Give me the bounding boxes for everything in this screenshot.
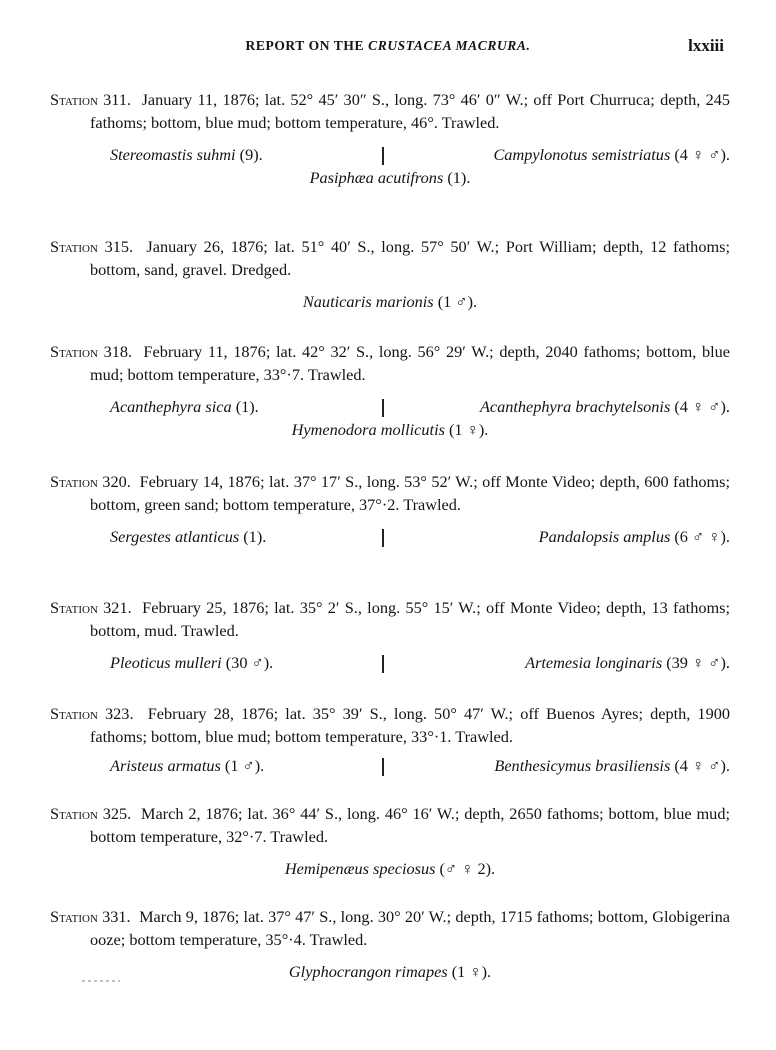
species-count: (♂ ♀ 2). <box>439 859 496 878</box>
column-separator <box>382 529 384 547</box>
species-name: Aristeus armatus <box>110 756 221 775</box>
species-row <box>50 420 730 443</box>
species-entry <box>50 420 730 440</box>
station-entry-315 <box>50 235 730 315</box>
station-entry-325 <box>50 802 730 882</box>
species-entry <box>50 168 730 188</box>
station-entry-318 <box>50 340 730 443</box>
station-paragraph <box>50 905 730 951</box>
species-name: Glyphocrangon rimapes <box>288 962 448 981</box>
species-row <box>50 145 730 168</box>
station-details: February 28, 1876; lat. 35° 39′ S., long. 50° 47′ W.; off Buenos Ayres; depth, 1900 fathoms; bottom, blue mud; bottom temperature, 33°·1. Trawled. <box>90 704 730 746</box>
species-entry <box>110 653 273 673</box>
species-row <box>50 397 730 420</box>
species-name: Acanthephyra sica <box>110 397 232 416</box>
species-entry <box>110 397 259 417</box>
running-title <box>0 38 776 54</box>
station-paragraph <box>50 702 730 748</box>
species-entry <box>110 145 263 165</box>
species-name: Artemesia longinaris <box>525 653 663 672</box>
running-title-prefix: REPORT ON THE <box>245 38 365 53</box>
station-paragraph <box>50 235 730 281</box>
station-paragraph <box>50 470 730 516</box>
column-separator <box>382 758 384 776</box>
station-label: Station <box>50 237 98 256</box>
species-count: (4 ♀ ♂). <box>674 756 730 775</box>
station-entry-331 <box>50 905 730 985</box>
station-details: February 25, 1876; lat. 35° 2′ S., long. 55° 15′ W.; off Monte Video; depth, 13 fathoms; bottom, mud. Trawled. <box>90 598 731 640</box>
station-number: 320. <box>102 472 131 491</box>
station-entry-311 <box>50 88 730 191</box>
station-paragraph <box>50 340 730 386</box>
species-count: (1 ♀). <box>451 962 492 981</box>
species-entry <box>110 527 266 547</box>
species-entry <box>50 962 730 982</box>
species-row <box>50 168 730 191</box>
station-paragraph <box>50 88 730 134</box>
species-count: (9). <box>239 145 263 164</box>
species-count: (30 ♂). <box>225 653 274 672</box>
station-details: March 9, 1876; lat. 37° 47′ S., long. 30° 20′ W.; depth, 1715 fathoms; bottom, Globigerina ooze; bottom temperature, 35°·4. Trawled. <box>90 907 730 949</box>
species-count: (1). <box>243 527 267 546</box>
species-entry <box>493 145 730 165</box>
station-number: 323. <box>105 704 134 723</box>
species-count: (1 ♂). <box>437 292 478 311</box>
print-smudge <box>82 978 122 984</box>
station-entry-321 <box>50 596 730 676</box>
species-count: (39 ♀ ♂). <box>666 653 730 672</box>
station-label: Station <box>50 90 98 109</box>
species-entry <box>494 756 730 776</box>
species-row <box>50 859 730 882</box>
species-count: (4 ♀ ♂). <box>674 397 730 416</box>
species-name: Pleoticus mulleri <box>110 653 222 672</box>
page-number: lxxiii <box>688 36 724 55</box>
station-entry-320 <box>50 470 730 550</box>
station-paragraph <box>50 802 730 848</box>
species-name: Sergestes atlanticus <box>110 527 240 546</box>
species-row <box>50 292 730 315</box>
running-title-italic: CRUSTACEA MACRURA. <box>368 38 531 53</box>
station-number: 311. <box>103 90 132 109</box>
station-label: Station <box>50 342 98 361</box>
station-number: 325. <box>102 804 132 823</box>
station-paragraph <box>50 596 730 642</box>
station-label: Station <box>50 472 98 491</box>
species-name: Hymenodora mollicutis <box>291 420 445 439</box>
species-count: (1). <box>235 397 259 416</box>
column-separator <box>382 147 384 165</box>
species-row <box>50 653 730 676</box>
species-entry <box>539 527 730 547</box>
species-name: Pandalopsis amplus <box>538 527 671 546</box>
species-entry <box>525 653 730 673</box>
station-number: 321. <box>103 598 132 617</box>
station-label: Station <box>50 804 98 823</box>
species-entry <box>110 756 264 776</box>
station-label: Station <box>50 907 98 926</box>
station-entry-323 <box>50 702 730 779</box>
station-details: March 2, 1876; lat. 36° 44′ S., long. 46° 16′ W.; depth, 2650 fathoms; bottom, blue mud; bottom temperature, 32°·7. Trawled. <box>90 804 730 846</box>
station-number: 331. <box>102 907 131 926</box>
station-details: January 26, 1876; lat. 51° 40′ S., long. 57° 50′ W.; Port William; depth, 12 fathoms; bottom, sand, gravel. Dredged. <box>90 237 730 279</box>
species-count: (1). <box>447 168 471 187</box>
species-entry <box>50 292 730 312</box>
species-name: Nauticaris marionis <box>302 292 434 311</box>
station-details: January 11, 1876; lat. 52° 45′ 30″ S., long. 73° 46′ 0″ W.; off Port Churruca; depth, 245 fathoms; bottom, blue mud; bottom temperature, 46°. Trawled. <box>90 90 730 132</box>
station-number: 315. <box>104 237 134 256</box>
species-name: Stereomastis suhmi <box>110 145 236 164</box>
column-separator <box>382 399 384 417</box>
species-entry <box>50 859 730 879</box>
species-entry <box>480 397 730 417</box>
species-name: Benthesicymus brasiliensis <box>494 756 671 775</box>
station-label: Station <box>50 704 98 723</box>
station-details: February 14, 1876; lat. 37° 17′ S., long. 53° 52′ W.; off Monte Video; depth, 600 fathoms; bottom, green sand; bottom temperature, 37°·2. Trawled. <box>90 472 731 514</box>
species-name: Acanthephyra brachytelsonis <box>479 397 671 416</box>
species-count: (6 ♂ ♀). <box>674 527 730 546</box>
station-details: February 11, 1876; lat. 42° 32′ S., long. 56° 29′ W.; depth, 2040 fathoms; bottom, blue mud; bottom temperature, 33°·7. Trawled. <box>90 342 731 384</box>
species-row <box>50 962 730 985</box>
species-count: (1 ♂). <box>224 756 265 775</box>
species-row <box>50 756 730 779</box>
species-name: Campylonotus semistriatus <box>493 145 671 164</box>
species-count: (4 ♀ ♂). <box>674 145 730 164</box>
species-name: Hemipenæus speciosus <box>284 859 436 878</box>
column-separator <box>382 655 384 673</box>
station-label: Station <box>50 598 98 617</box>
station-number: 318. <box>103 342 133 361</box>
species-row <box>50 527 730 550</box>
species-count: (1 ♀). <box>449 420 489 439</box>
page-header <box>0 38 776 62</box>
species-name: Pasiphæa acutifrons <box>309 168 444 187</box>
